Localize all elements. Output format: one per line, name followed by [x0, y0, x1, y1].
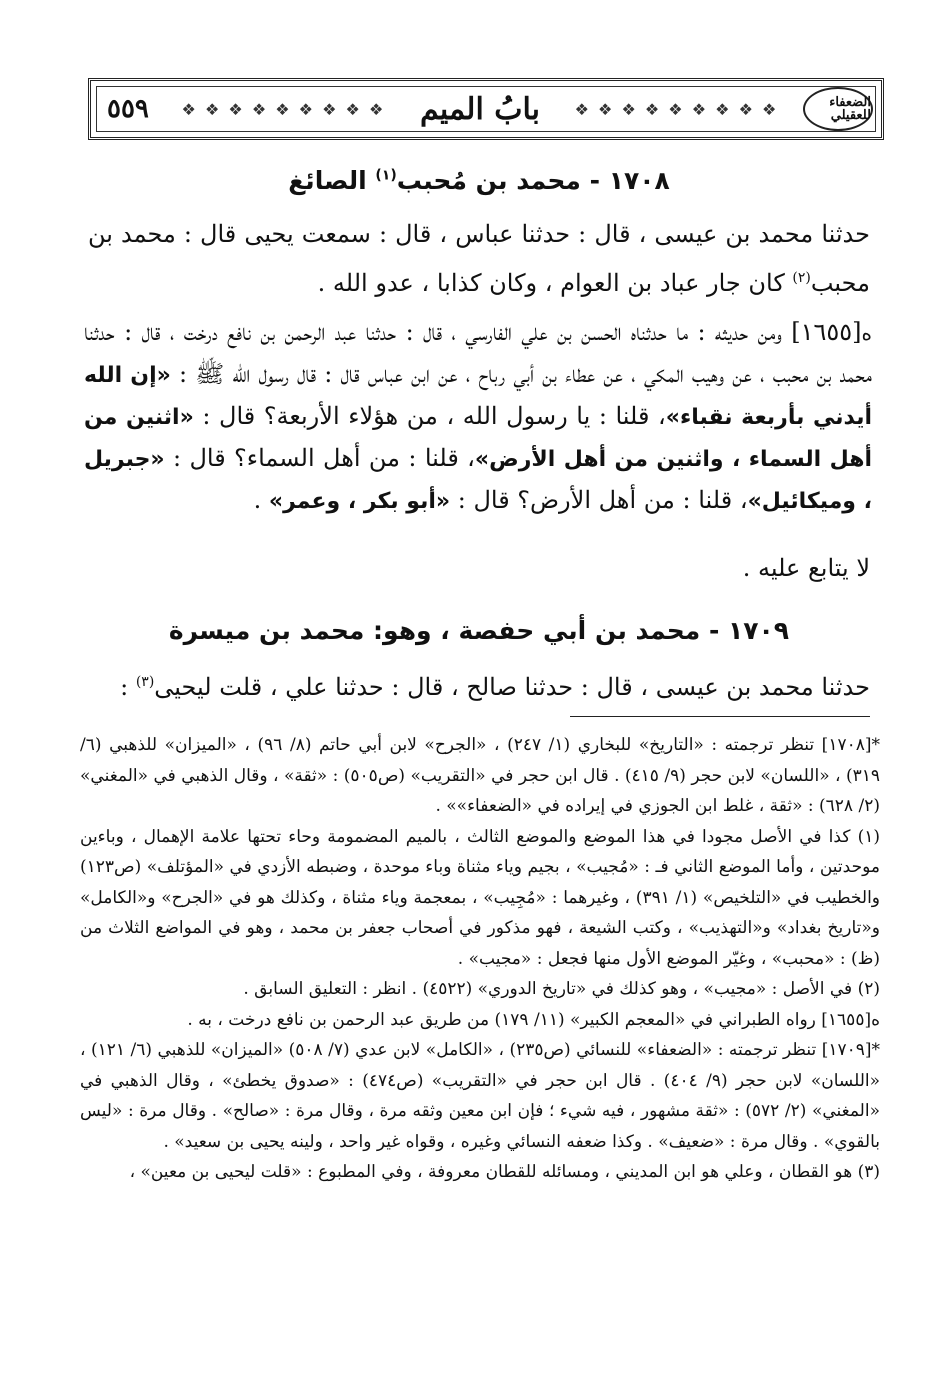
section-title: بابُ الميم	[410, 92, 550, 127]
paragraph	[88, 660, 870, 709]
hadith-text: ، قلنا : من أهل السماء؟ قال :	[164, 444, 475, 472]
footnote-ref: (٢)	[792, 270, 811, 286]
footnote-3: (٣) هو القطان ، وعلي هو ابن المديني ، ومسائله للقطان معروفة ، وفي المطبوع : «قلت ليحيى بن معين» ،	[129, 1162, 880, 1182]
ornament-left: ❖ ❖ ❖ ❖ ❖ ❖ ❖ ❖ ❖	[181, 99, 386, 119]
hadith-text: .	[253, 486, 269, 514]
hadith-1655	[84, 312, 872, 522]
hadith-text: [١٦٥٥] ومن حديثه : ما حدثناه الحسن بن علي الفارسي ، قال : حدثنا عبد الرحمن بن نافع درخت ، قال : حدثنا محمد بن محبب ، عن وهيب المكي ، عن عطاء بن أبي رباح ، عن ابن عباس قال : قال رسول الله ﷺ :	[84, 318, 872, 388]
hadith-quote: «جبريل ، وميكائيل»	[84, 447, 872, 514]
hadith-paragraph	[84, 312, 872, 522]
footnote-ref: (٣)	[135, 674, 155, 690]
entry-body-1708	[88, 212, 870, 305]
paragraph-text: حدثنا محمد بن عيسى ، قال : حدثنا عباس ، قال : سمعت يحيى قال : محمد بن	[88, 220, 870, 248]
entry-title-1708	[88, 166, 870, 195]
footnote-2: (٢) في الأصل : «مجيب» ، وهو كذلك في «تاريخ الدوري» (٤٥٢٢) . انظر : التعليق السابق .	[243, 979, 880, 999]
entry-body-1709	[88, 660, 870, 709]
page-number: ٥٥٩	[99, 94, 157, 124]
paragraph-text: كان جار عباد بن العوام ، وكان كذابا ، عدو الله .	[317, 269, 793, 297]
paragraph	[88, 212, 870, 305]
footnote-1: (١) كذا في الأصل مجودا في هذا الموضع والموضع الثالث ، بالميم المضمومة وحاء تحتها علامة الإهمال ، وباءين موحدتين ، وأما الموضع الثاني فـ : «مُجيب» ، بجيم وياء مثناة وباء موحدة ، وضبطه الأزدي في «المؤتلف» (ص١٢٣) والخطيب في «التلخيص» (١/ ٣٩١) ، وغيرهما : «مُجِيب» ، بمعجمة وياء مثناة ، وكذلك هو في «الجرح» و«الكامل» و«تاريخ بغداد» و«التهذيب» ، وكتب الشيعة ، فهو مذكور في أصحاب جعفر بن محمد ، وهو في المواضع الثلاث من (ظ) : «محبب» ، وغيّر الموضع الأول منها فجعل : «مجيب» .	[80, 826, 881, 969]
footnote-separator	[570, 716, 870, 717]
entry-title-1709: ١٧٠٩ - محمد بن أبي حفصة ، وهو: محمد بن ميسرة	[168, 616, 790, 645]
hadith-text: ، قلنا : يا رسول الله ، من هؤلاء الأربعة؟ قال :	[193, 402, 666, 430]
running-header	[88, 78, 884, 140]
ornament-right: ❖ ❖ ❖ ❖ ❖ ❖ ❖ ❖ ❖	[574, 99, 779, 119]
footnote-ref: (١)	[375, 167, 397, 184]
entry-title-suffix: الصائغ	[288, 166, 376, 195]
footnote-1655: ه[١٦٥٥] رواه الطبراني في «المعجم الكبير» (١١/ ١٧٩) من طريق عبد الرحمن بن نافع درخت ، به .	[187, 1009, 880, 1030]
footnote-1709: *[١٧٠٩] تنظر ترجمته : «الضعفاء» للنسائي (ص٢٣٥) ، «الكامل» لابن عدي (٧/ ٥٠٨) «الميزان» للذهبي (٦/ ١٢١) ، «اللسان» لابن حجر (٩/ ٤٠٤) . قال ابن حجر في «التقريب» (ص٤٧٤) : «صدوق يخطئ» ، وقال الذهبي في «المغني» (٢/ ٥٧٢) : «ثقة مشهور ، فيه شيء ؛ فإن ابن معين وثقه مرة ، وقال مرة : «صالح» . وقال مرة : «ليس بالقوي» . وقال مرة : «ضعيف» . وكذا ضعفه النسائي وغيره ، وقواه غير واحد ، ولينه يحيى بن سعيد» .	[80, 1040, 880, 1152]
paragraph: لا يتابع عليه .	[742, 554, 870, 582]
hadith-text: ، قلنا : من أهل الأرض؟ قال :	[450, 486, 748, 514]
entry-title-text: ١٧٠٨ - محمد بن مُحبب	[396, 166, 670, 195]
hadith-quote: «اثنين من أهل السماء ، واثنين من أهل الأرض»	[84, 405, 872, 472]
hadith-quote: «إن الله أيدني بأربعة نقباء»	[84, 363, 872, 430]
book-seal-logo: الضعفاء للعقيلي	[803, 87, 873, 131]
hadith-marker: ه	[861, 321, 872, 345]
paragraph-text: :	[120, 673, 136, 701]
paragraph-text: حدثنا محمد بن عيسى ، قال : حدثنا صالح ، قال : حدثنا علي ، قلت ليحيى	[154, 673, 870, 701]
footnote-1708: *[١٧٠٨] تنظر ترجمته : «التاريخ» للبخاري (١/ ٢٤٧) ، «الجرح» لابن أبي حاتم (٨/ ٩٦) ، «الميزان» للذهبي (٦/ ٣١٩) ، «اللسان» لابن حجر (٩/ ٤١٥) . قال ابن حجر في «التقريب» (ص٥٠٥) : «ثقة» ، وقال الذهبي في «المغني» (٢/ ٦٢٨) : «ثقة ، غلط ابن الجوزي في إيراده في «الضعفاء»» .	[80, 735, 880, 816]
hadith-quote: «أبو بكر ، وعمر»	[268, 489, 451, 514]
paragraph-text: محبب	[810, 269, 870, 297]
closing-remark	[88, 546, 870, 590]
footnotes	[80, 730, 880, 1188]
